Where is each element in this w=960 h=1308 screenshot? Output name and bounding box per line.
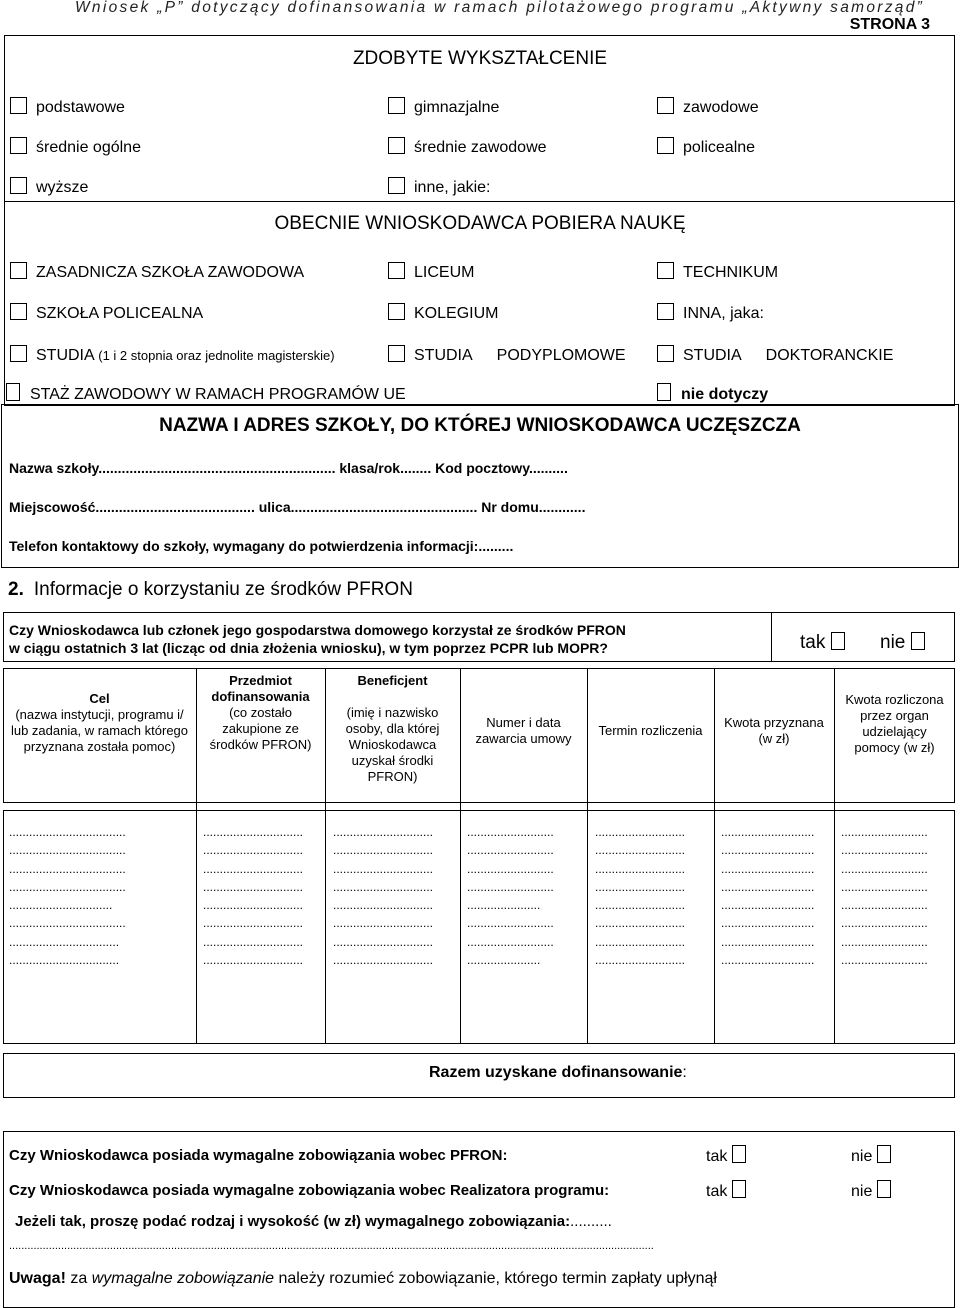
dots-przedmiot[interactable]: .............................. .............................. .............................. .............................. .............................. .............................. .............................. ..............................	[203, 825, 304, 968]
option-szkola-policealna[interactable]: SZKOŁA POLICEALNA	[10, 303, 203, 323]
obligation-pfron-nie[interactable]: nie	[851, 1145, 891, 1166]
document-header: Wniosek „P” dotyczący dofinansowania w ramach pilotażowego programu „Aktywny samorząd”	[75, 0, 925, 16]
school-name-line[interactable]: Nazwa szkoły............................................................. klasa/rok........ Kod pocztowy..........	[9, 460, 568, 476]
checkbox[interactable]	[732, 1180, 746, 1198]
obligation-realizator-question: Czy Wnioskodawca posiada wymagalne zobowiązania wobec Realizatora programu:	[9, 1182, 610, 1199]
checkbox[interactable]	[10, 303, 27, 320]
checkbox[interactable]	[388, 303, 405, 320]
obligation-realizator-nie[interactable]: nie	[851, 1180, 891, 1201]
checkbox[interactable]	[388, 177, 405, 194]
obligation-pfron-question: Czy Wnioskodawca posiada wymagalne zobowiązania wobec PFRON:	[9, 1147, 508, 1164]
column-header-kwota-rozliczona: Kwota rozliczona przez organ udzielający pomocy (w zł)	[845, 692, 944, 755]
school-title: NAZWA I ADRES SZKOŁY, DO KTÓREJ WNIOSKODAWCA UCZĘSZCZA	[159, 415, 801, 436]
obligation-details-question: Jeżeli tak, proszę podać rodzaj i wysokość (w zł) wymagalnego zobowiązania:..........	[15, 1213, 612, 1230]
total-label: Razem uzyskane dofinansowanie:	[429, 1064, 687, 1081]
column-header-cel: Cel (nazwa instytucji, programu i/ lub zadania, w ramach którego przyznana została pomoc)	[10, 691, 189, 754]
option-zawodowe[interactable]: zawodowe	[657, 97, 759, 117]
checkbox[interactable]	[877, 1145, 891, 1163]
dots-kwota-przyznana[interactable]: ............................ ............................ ............................ ............................ ............................ ............................ ............................ ............................	[721, 825, 815, 968]
option-zsz[interactable]: ZASADNICZA SZKOŁA ZAWODOWA	[10, 262, 304, 282]
column-header-przedmiot: Przedmiot dofinansowania (co zostało zakupione ze środków PFRON)	[209, 673, 312, 752]
option-inna[interactable]: INNA, jaka:	[657, 303, 764, 323]
pfron-tak[interactable]: tak	[800, 632, 845, 654]
option-wyzsze[interactable]: wyższe	[10, 177, 88, 197]
dots-termin[interactable]: ........................... ........................... ........................... ........................... ........................... ........................... ........................... ...........................	[595, 825, 686, 968]
checkbox[interactable]	[877, 1180, 891, 1198]
option-inne[interactable]: inne, jakie:	[388, 177, 491, 197]
pfron-nie[interactable]: nie	[880, 632, 925, 654]
option-technikum[interactable]: TECHNIKUM	[657, 262, 778, 282]
checkbox[interactable]	[10, 345, 27, 362]
checkbox[interactable]	[388, 97, 405, 114]
column-header-termin: Termin rozliczenia	[598, 723, 703, 738]
school-address-line[interactable]: Miejscowość......................................... ulica................................................ Nr domu............	[9, 499, 586, 515]
checkbox[interactable]	[657, 303, 674, 320]
option-studia-magisterskie[interactable]: STUDIA (1 i 2 stopnia oraz jednolite magisterskie)	[10, 345, 335, 365]
option-srednie-ogolne[interactable]: średnie ogólne	[10, 137, 141, 157]
checkbox[interactable]	[10, 262, 27, 279]
column-header-numer: Numer i data zawarcia umowy	[475, 715, 572, 746]
dots-numer[interactable]: .......................... .......................... .......................... .......................... ...................... .......................... .......................... ......................	[467, 825, 554, 968]
option-gimnazjalne[interactable]: gimnazjalne	[388, 97, 499, 117]
obligation-details-line[interactable]: ...................................................................................................................................................................................................................	[9, 1240, 654, 1252]
section-divider	[4, 201, 955, 202]
pfron-question-line1: Czy Wnioskodawca lub członek jego gospodarstwa domowego korzystał ze środków PFRON	[9, 622, 626, 638]
current-study-title: OBECNIE WNIOSKODAWCA POBIERA NAUKĘ	[274, 213, 686, 234]
checkbox[interactable]	[657, 383, 671, 401]
pfron-question-line2: w ciągu ostatnich 3 lat (licząc od dnia złożenia wniosku), w tym poprzez PCPR lub MOPR?	[9, 640, 608, 656]
checkbox[interactable]	[657, 262, 674, 279]
checkbox[interactable]	[657, 345, 674, 362]
checkbox[interactable]	[657, 97, 674, 114]
checkbox[interactable]	[831, 632, 845, 650]
checkbox[interactable]	[388, 262, 405, 279]
checkbox[interactable]	[10, 137, 27, 154]
page-number: STRONA 3	[849, 16, 930, 33]
education-title: ZDOBYTE WYKSZTAŁCENIE	[352, 48, 608, 69]
dots-beneficjent[interactable]: .............................. .............................. .............................. .............................. .............................. .............................. .............................. ..............................	[333, 825, 434, 968]
option-staz[interactable]: STAŻ ZAWODOWY W RAMACH PROGRAMÓW UE	[6, 383, 406, 404]
option-studia-doktoranckie[interactable]: STUDIA DOKTORANCKIE	[657, 345, 893, 365]
option-podstawowe[interactable]: podstawowe	[10, 97, 125, 117]
option-liceum[interactable]: LICEUM	[388, 262, 474, 282]
obligation-realizator-tak[interactable]: tak	[706, 1180, 746, 1201]
option-studia-podyplomowe[interactable]: STUDIA PODYPLOMOWE	[388, 345, 626, 365]
checkbox[interactable]	[10, 177, 27, 194]
checkbox[interactable]	[388, 345, 405, 362]
checkbox[interactable]	[732, 1145, 746, 1163]
checkbox[interactable]	[10, 97, 27, 114]
checkbox[interactable]	[911, 632, 925, 650]
option-kolegium[interactable]: KOLEGIUM	[388, 303, 498, 323]
uwaga-note: Uwaga! za wymagalne zobowiązanie należy rozumieć zobowiązanie, którego termin zapłaty upłynął	[9, 1270, 717, 1287]
column-header-kwota-przyznana: Kwota przyznana (w zł)	[724, 715, 824, 746]
dots-kwota-rozliczona[interactable]: .......................... .......................... .......................... .......................... .......................... .......................... .......................... ..........................	[841, 825, 928, 968]
option-srednie-zawodowe[interactable]: średnie zawodowe	[388, 137, 547, 157]
checkbox[interactable]	[388, 137, 405, 154]
checkbox[interactable]	[6, 383, 20, 401]
option-policealne[interactable]: policealne	[657, 137, 755, 157]
option-nie-dotyczy[interactable]: nie dotyczy	[657, 383, 768, 404]
checkbox[interactable]	[657, 137, 674, 154]
pfron-heading: 2. Informacje o korzystaniu ze środków PFRON	[8, 579, 413, 600]
question-divider	[771, 612, 772, 662]
school-phone-line[interactable]: Telefon kontaktowy do szkoły, wymagany do potwierdzenia informacji:.........	[9, 538, 514, 554]
obligation-pfron-tak[interactable]: tak	[706, 1145, 746, 1166]
dots-cel[interactable]: ................................... ................................... ................................... ................................... ............................... ................................... ................................. .................................	[9, 825, 126, 968]
column-header-beneficjent: Beneficjent (imię i nazwisko osoby, dla której Wnioskodawca uzyskał środki PFRON)	[345, 673, 440, 784]
